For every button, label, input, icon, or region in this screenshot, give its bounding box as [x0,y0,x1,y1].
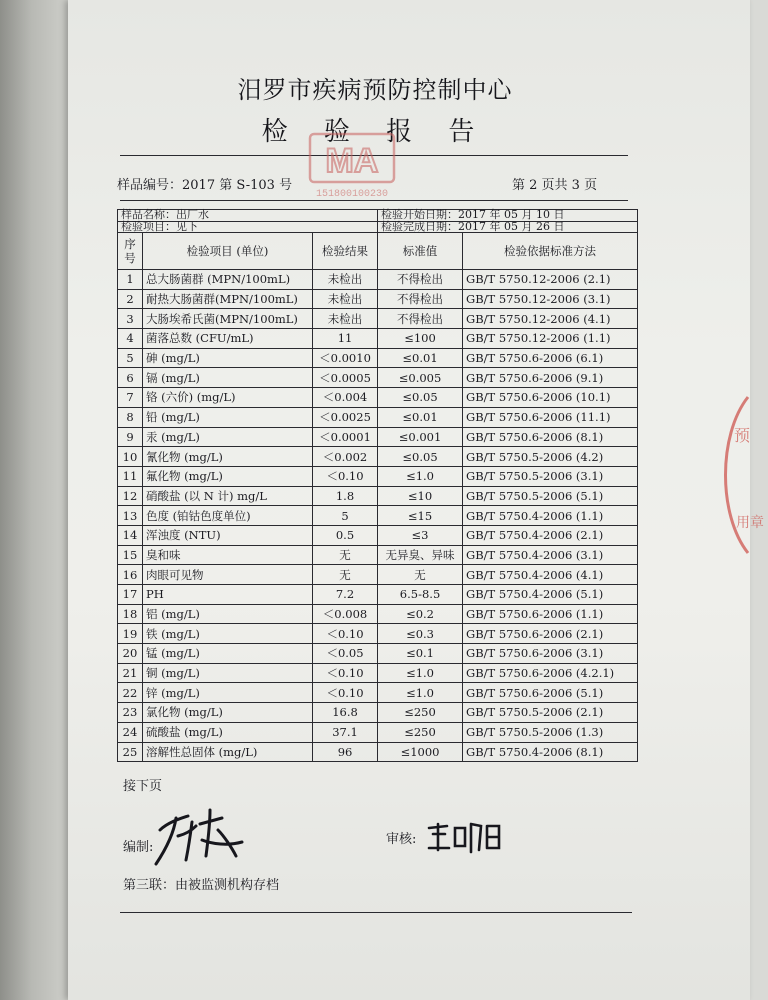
edge-stamp-char-1: 预 [734,426,751,445]
row-index: 22 [118,683,143,703]
row-result: ＜0.10 [313,466,378,486]
row-method: GB/T 5750.6-2006 (6.1) [463,348,638,368]
row-item: 铬 (六价) (mg/L) [143,388,313,408]
report-title: 检 验 报 告 [261,117,489,147]
row-standard: ≤0.005 [378,368,463,388]
table-row [118,565,638,585]
seal-number: 151800100230 [315,189,389,200]
row-standard: ≤3 [378,525,463,545]
table-row [118,742,638,762]
edge-stamp-char-2: 用章 [736,515,764,531]
row-item: 硫酸盐 (mg/L) [143,722,313,742]
row-index: 17 [118,585,143,605]
table-row [118,545,638,565]
row-result: 未检出 [313,309,378,329]
row-item: 色度 (铂钴色度单位) [143,506,313,526]
org-title: 汨罗市疾病预防控制中心 [237,76,513,104]
sample-name: 样品名称：出厂水 [118,210,378,222]
editor-signature [148,800,248,870]
row-method: GB/T 5750.4-2006 (8.1) [463,742,638,762]
row-result: ＜0.05 [313,644,378,664]
row-item: 臭和味 [143,545,313,565]
row-standard: 不得检出 [378,289,463,309]
row-index: 12 [118,486,143,506]
table-row [118,309,638,329]
binder-edge [0,0,70,1000]
row-method: GB/T 5750.12-2006 (1.1) [463,329,638,349]
row-standard: ≤250 [378,703,463,723]
row-item: 铜 (mg/L) [143,663,313,683]
row-standard: ≤0.1 [378,644,463,664]
col-header-method: 检验依据标准方法 [463,233,638,270]
row-standard: ≤1.0 [378,466,463,486]
row-standard: ≤100 [378,329,463,349]
table-row [118,663,638,683]
row-index: 19 [118,624,143,644]
row-result: 无 [313,545,378,565]
end-date: 检验完成日期：2017 年 05 月 26 日 [378,221,638,233]
table-row [118,703,638,723]
row-index: 6 [118,368,143,388]
row-item: 耐热大肠菌群(MPN/100mL) [143,289,313,309]
row-result: 37.1 [313,722,378,742]
row-item: 溶解性总固体 (mg/L) [143,742,313,762]
table-row [118,427,638,447]
row-method: GB/T 5750.6-2006 (11.1) [463,407,638,427]
row-standard: ≤0.01 [378,407,463,427]
results-table [117,209,638,762]
row-result: ＜0.004 [313,388,378,408]
test-items: 检验项目：见下 [118,221,378,233]
row-method: GB/T 5750.5-2006 (1.3) [463,722,638,742]
row-method: GB/T 5750.6-2006 (4.2.1) [463,663,638,683]
table-row [118,270,638,290]
col-header-standard: 标准值 [378,233,463,270]
row-standard: 不得检出 [378,270,463,290]
row-result: 96 [313,742,378,762]
row-method: GB/T 5750.12-2006 (2.1) [463,270,638,290]
row-index: 5 [118,348,143,368]
row-item: 浑浊度 (NTU) [143,525,313,545]
row-item: 氯化物 (mg/L) [143,703,313,723]
table-row [118,604,638,624]
row-index: 2 [118,289,143,309]
row-index: 24 [118,722,143,742]
sample-number: 样品编号：2017 第 S-103 号 [117,178,293,193]
row-standard: ≤1.0 [378,663,463,683]
col-header-index: 序号 [118,233,143,270]
row-index: 1 [118,270,143,290]
row-result: ＜0.002 [313,447,378,467]
row-index: 4 [118,329,143,349]
row-index: 3 [118,309,143,329]
row-item: PH [143,585,313,605]
table-row [118,683,638,703]
row-method: GB/T 5750.5-2006 (4.2) [463,447,638,467]
row-item: 氰化物 (mg/L) [143,447,313,467]
red-stamp-edge-icon [708,395,768,555]
seal-mark: MA [325,142,379,180]
reviewer-label: 审核: [386,832,417,847]
row-result: ＜0.0001 [313,427,378,447]
row-standard: 不得检出 [378,309,463,329]
col-header-result: 检验结果 [313,233,378,270]
row-standard: ≤10 [378,486,463,506]
row-index: 21 [118,663,143,683]
row-standard: ≤250 [378,722,463,742]
row-method: GB/T 5750.4-2006 (2.1) [463,525,638,545]
table-row [118,447,638,467]
row-result: 7.2 [313,585,378,605]
editor-label: 编制: [123,840,154,855]
row-item: 砷 (mg/L) [143,348,313,368]
table-row [118,525,638,545]
row-standard: ≤0.001 [378,427,463,447]
row-result: 11 [313,329,378,349]
row-method: GB/T 5750.5-2006 (2.1) [463,703,638,723]
row-index: 18 [118,604,143,624]
table-row [118,466,638,486]
row-method: GB/T 5750.12-2006 (4.1) [463,309,638,329]
row-standard: ≤1000 [378,742,463,762]
row-item: 硝酸盐 (以 N 计) mg/L [143,486,313,506]
row-method: GB/T 5750.6-2006 (5.1) [463,683,638,703]
table-body [118,270,638,762]
row-index: 20 [118,644,143,664]
row-standard: ≤15 [378,506,463,526]
row-standard: 6.5-8.5 [378,585,463,605]
row-standard: ≤0.05 [378,447,463,467]
row-standard: ≤0.01 [378,348,463,368]
table-row [118,329,638,349]
table-row [118,722,638,742]
row-method: GB/T 5750.6-2006 (1.1) [463,604,638,624]
row-method: GB/T 5750.5-2006 (3.1) [463,466,638,486]
table-row [118,506,638,526]
table-row [118,289,638,309]
row-index: 10 [118,447,143,467]
row-standard: ≤0.3 [378,624,463,644]
row-result: ＜0.10 [313,624,378,644]
row-result: 1.8 [313,486,378,506]
row-result: ＜0.0010 [313,348,378,368]
row-result: 16.8 [313,703,378,723]
row-index: 25 [118,742,143,762]
row-result: ＜0.10 [313,683,378,703]
row-item: 铝 (mg/L) [143,604,313,624]
row-standard: 无 [378,565,463,585]
row-result: 未检出 [313,289,378,309]
row-method: GB/T 5750.12-2006 (3.1) [463,289,638,309]
row-index: 16 [118,565,143,585]
table-row [118,407,638,427]
row-item: 肉眼可见物 [143,565,313,585]
row-item: 铁 (mg/L) [143,624,313,644]
row-item: 汞 (mg/L) [143,427,313,447]
row-result: 无 [313,565,378,585]
table-row [118,585,638,605]
header-rule [120,200,628,201]
row-method: GB/T 5750.4-2006 (3.1) [463,545,638,565]
row-method: GB/T 5750.4-2006 (1.1) [463,506,638,526]
row-item: 锌 (mg/L) [143,683,313,703]
row-method: GB/T 5750.6-2006 (9.1) [463,368,638,388]
col-header-item: 检验项目 (单位) [143,233,313,270]
row-method: GB/T 5750.4-2006 (4.1) [463,565,638,585]
row-item: 大肠埃希氏菌(MPN/100mL) [143,309,313,329]
row-index: 13 [118,506,143,526]
row-method: GB/T 5750.6-2006 (8.1) [463,427,638,447]
row-index: 15 [118,545,143,565]
row-method: GB/T 5750.4-2006 (5.1) [463,585,638,605]
next-page-note: 接下页 [123,779,163,794]
row-item: 锰 (mg/L) [143,644,313,664]
row-result: ＜0.0005 [313,368,378,388]
footer-rule [120,912,632,913]
info-row-2 [118,221,638,233]
row-index: 8 [118,407,143,427]
row-result: 0.5 [313,525,378,545]
table-row [118,368,638,388]
table-row [118,644,638,664]
row-result: 未检出 [313,270,378,290]
row-standard: ≤0.2 [378,604,463,624]
reviewer-signature [425,818,505,858]
row-result: ＜0.008 [313,604,378,624]
row-method: GB/T 5750.6-2006 (3.1) [463,644,638,664]
row-index: 14 [118,525,143,545]
table-row [118,624,638,644]
row-item: 镉 (mg/L) [143,368,313,388]
page-indicator: 第 2 页共 3 页 [512,178,598,193]
row-result: 5 [313,506,378,526]
row-standard: 无异臭、异味 [378,545,463,565]
row-item: 氟化物 (mg/L) [143,466,313,486]
row-index: 11 [118,466,143,486]
row-method: GB/T 5750.5-2006 (5.1) [463,486,638,506]
table-row [118,388,638,408]
row-item: 总大肠菌群 (MPN/100mL) [143,270,313,290]
row-index: 9 [118,427,143,447]
archive-note: 第三联：由被监测机构存档 [123,878,280,893]
row-item: 铅 (mg/L) [143,407,313,427]
table-row [118,348,638,368]
cma-seal-icon [304,130,400,202]
row-method: GB/T 5750.6-2006 (10.1) [463,388,638,408]
row-standard: ≤0.05 [378,388,463,408]
row-standard: ≤1.0 [378,683,463,703]
row-method: GB/T 5750.6-2006 (2.1) [463,624,638,644]
table-header [118,233,638,270]
row-result: ＜0.0025 [313,407,378,427]
start-date: 检验开始日期：2017 年 05 月 10 日 [378,210,638,222]
row-index: 23 [118,703,143,723]
row-result: ＜0.10 [313,663,378,683]
row-index: 7 [118,388,143,408]
table-row [118,486,638,506]
row-item: 菌落总数 (CFU/mL) [143,329,313,349]
